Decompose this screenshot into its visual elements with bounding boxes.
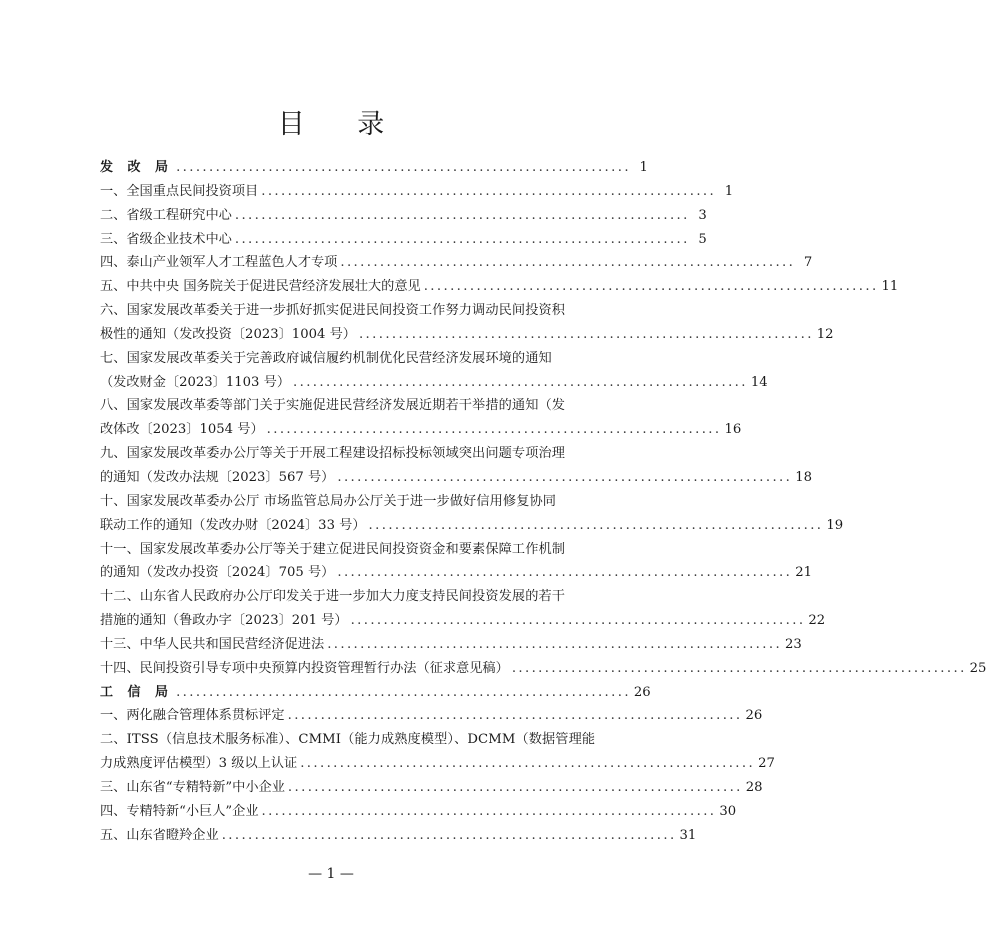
- toc-page-number: 16: [724, 422, 742, 438]
- toc-page-number: 1: [724, 183, 734, 199]
- toc-entry-title-continued: 力成熟度评估模型）3 级以上认证: [100, 756, 298, 772]
- dot-leader: .....................................................................: [337, 469, 793, 485]
- toc-entry[interactable]: [100, 323, 834, 347]
- toc-entry-title: 十、国家发展改革委办公厅 市场监管总局办公厅关于进一步做好信用修复协同: [100, 493, 557, 509]
- toc-page-number: 11: [881, 279, 899, 295]
- toc-page-number: 27: [758, 756, 775, 772]
- toc-entry-line: [100, 538, 566, 562]
- toc-entry-title: 一、全国重点民间投资项目: [100, 183, 259, 199]
- toc-entry-title: 一、两化融合管理体系贯标评定: [100, 708, 285, 724]
- toc-page-number: 12: [816, 326, 834, 342]
- dot-leader: .....................................................................: [368, 517, 824, 533]
- table-of-contents: [100, 156, 986, 847]
- dot-leader: .....................................................................: [234, 207, 690, 223]
- dot-leader: .....................................................................: [350, 613, 806, 629]
- dot-leader: .....................................................................: [287, 779, 743, 795]
- toc-entry[interactable]: [100, 657, 986, 681]
- toc-page-number: 19: [826, 517, 844, 533]
- toc-entry[interactable]: [100, 466, 812, 490]
- toc-entry[interactable]: [100, 824, 697, 848]
- toc-page-number: 28: [745, 779, 763, 795]
- toc-entry-title: 十四、民间投资引导专项中央预算内投资管理暂行办法（征求意见稿）: [100, 660, 509, 676]
- page-number-footer: — 1 —: [308, 866, 354, 882]
- toc-entry-line: [100, 394, 566, 418]
- toc-entry[interactable]: [100, 180, 734, 204]
- toc-entry[interactable]: [100, 275, 899, 299]
- toc-entry-line: [100, 347, 560, 371]
- toc-page-number: 1: [639, 160, 648, 175]
- dot-leader: .....................................................................: [511, 660, 967, 676]
- toc-entry-line: [100, 728, 596, 752]
- dot-leader: .....................................................................: [300, 756, 756, 772]
- dot-leader: .....................................................................: [287, 708, 743, 724]
- dot-leader: .....................................................................: [176, 160, 631, 175]
- toc-entry-line: [100, 442, 566, 466]
- toc-entry-title-continued: 措施的通知（鲁政办字〔2023〕201 号）: [100, 613, 348, 629]
- dot-leader: .....................................................................: [337, 565, 793, 581]
- toc-page-number: 23: [785, 636, 802, 652]
- toc-page-number: 31: [679, 827, 697, 843]
- dot-leader: .....................................................................: [327, 636, 783, 652]
- toc-entry-title-continued: 改体改〔2023〕1054 号）: [100, 422, 264, 438]
- toc-entry-line: [100, 490, 560, 514]
- toc-entry[interactable]: [100, 418, 742, 442]
- dot-leader: .....................................................................: [261, 803, 717, 819]
- dot-leader: .....................................................................: [261, 183, 717, 199]
- toc-entry-title-continued: 极性的通知（发改投资〔2023〕1004 号）: [100, 326, 356, 342]
- toc-entry-title-continued: 的通知（发改办投资〔2024〕705 号）: [100, 565, 335, 581]
- toc-entry-title: 七、国家发展改革委关于完善政府诚信履约机制优化民营经济发展环境的通知: [100, 350, 552, 366]
- page-title: 目 录: [277, 109, 407, 140]
- toc-entry[interactable]: [100, 514, 844, 538]
- dot-leader: .....................................................................: [234, 231, 690, 247]
- toc-page-number: 3: [698, 207, 707, 223]
- dot-leader: .....................................................................: [221, 827, 677, 843]
- toc-page-number: 14: [750, 374, 768, 390]
- toc-entry-title: 工 信 局: [100, 684, 174, 700]
- toc-entry-title: 五、中共中央 国务院关于促进民营经济发展壮大的意见: [100, 279, 421, 295]
- toc-entry[interactable]: [100, 800, 737, 824]
- dot-leader: .....................................................................: [358, 326, 814, 342]
- toc-entry-title: 十二、山东省人民政府办公厅印发关于进一步加大力度支持民间投资发展的若干: [100, 589, 566, 605]
- dot-leader: .....................................................................: [176, 684, 631, 700]
- toc-entry[interactable]: [100, 752, 775, 776]
- toc-page-number: 22: [808, 613, 826, 629]
- toc-entry-title: 四、专精特新“小巨人”企业: [100, 803, 259, 819]
- toc-entry[interactable]: [100, 776, 763, 800]
- dot-leader: .....................................................................: [340, 255, 796, 271]
- toc-entry[interactable]: [100, 228, 707, 252]
- toc-entry-title: 十一、国家发展改革委办公厅等关于建立促进民间投资资金和要素保障工作机制: [100, 541, 566, 557]
- toc-page-number: 18: [795, 469, 812, 485]
- toc-entry-title: 八、国家发展改革委等部门关于实施促进民营经济发展近期若干举措的通知（发: [100, 398, 566, 414]
- toc-entry-title: 二、ITSS（信息技术服务标准）、CMMI（能力成熟度模型）、DCMM（数据管理能: [100, 732, 596, 748]
- toc-section-heading[interactable]: [100, 681, 651, 705]
- toc-entry-title: 三、省级企业技术中心: [100, 231, 232, 247]
- toc-page-number: 25: [969, 660, 986, 676]
- toc-page-number: 26: [745, 708, 763, 724]
- toc-entry[interactable]: [100, 371, 768, 395]
- toc-entry-title-continued: 联动工作的通知（发改办财〔2024〕33 号）: [100, 517, 366, 533]
- toc-page-number: 21: [795, 565, 812, 581]
- toc-section-heading[interactable]: [100, 156, 648, 180]
- toc-page-number: 7: [803, 255, 813, 271]
- dot-leader: .....................................................................: [293, 374, 748, 390]
- toc-entry-title: 九、国家发展改革委办公厅等关于开展工程建设招标投标领域突出问题专项治理: [100, 446, 566, 462]
- toc-entry-line: [100, 299, 566, 323]
- toc-entry[interactable]: [100, 609, 826, 633]
- toc-entry-title: 十三、中华人民共和国民营经济促进法: [100, 636, 325, 652]
- toc-entry-title: 六、国家发展改革委关于进一步抓好抓实促进民间投资工作努力调动民间投资积: [100, 303, 566, 319]
- toc-entry[interactable]: [100, 251, 813, 275]
- toc-entry-line: [100, 585, 566, 609]
- toc-entry-title: 四、泰山产业领军人才工程蓝色人才专项: [100, 255, 338, 271]
- toc-entry[interactable]: [100, 704, 763, 728]
- toc-page-number: 26: [633, 684, 651, 700]
- toc-entry[interactable]: [100, 204, 707, 228]
- toc-entry-title: 二、省级工程研究中心: [100, 207, 232, 223]
- toc-page-number: 30: [719, 803, 737, 819]
- toc-page-number: 5: [698, 231, 707, 247]
- toc-entry[interactable]: [100, 633, 802, 657]
- dot-leader: .....................................................................: [266, 422, 722, 438]
- toc-entry[interactable]: [100, 561, 812, 585]
- dot-leader: .....................................................................: [423, 279, 879, 295]
- toc-entry-title: 五、山东省瞪羚企业: [100, 827, 219, 843]
- toc-entry-title: 三、山东省“专精特新”中小企业: [100, 779, 285, 795]
- toc-entry-title: 发 改 局: [100, 160, 174, 175]
- toc-entry-title-continued: （发改财金〔2023〕1103 号）: [100, 374, 291, 390]
- toc-entry-title-continued: 的通知（发改办法规〔2023〕567 号）: [100, 469, 335, 485]
